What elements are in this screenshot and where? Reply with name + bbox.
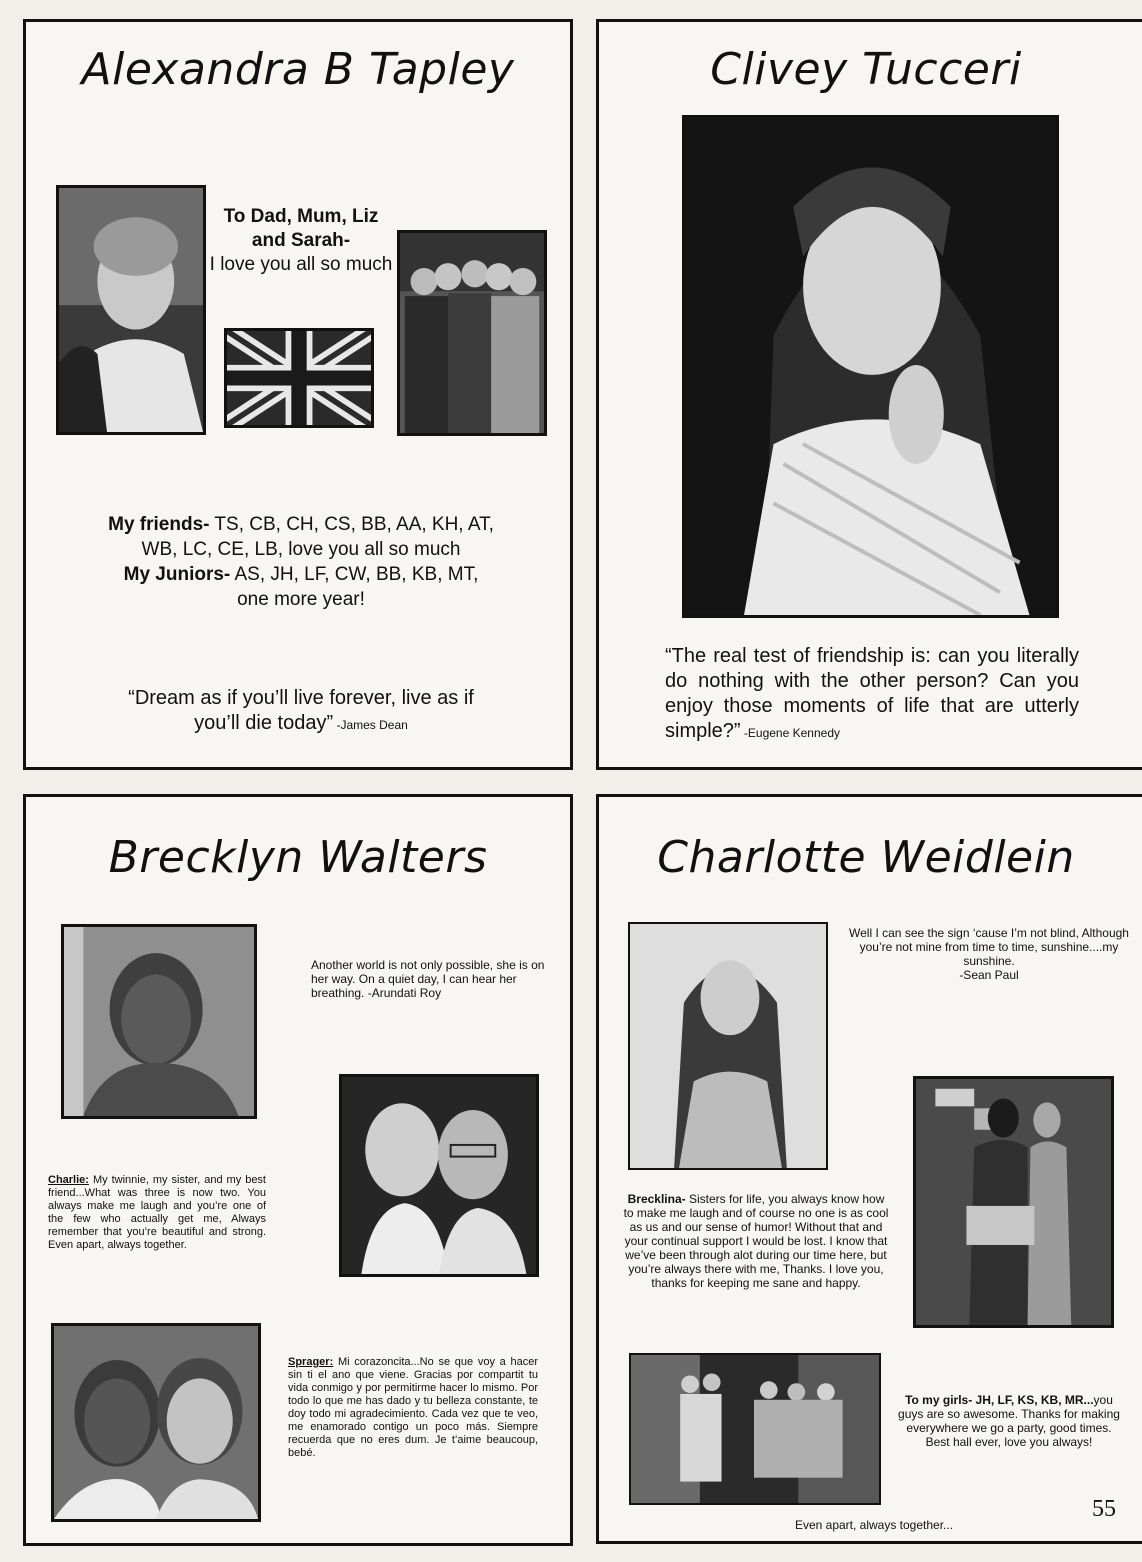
senior-quote [106, 686, 496, 738]
note-charlie [48, 1174, 266, 1252]
note-sprager [288, 1356, 538, 1460]
portrait-photo [682, 115, 1059, 618]
family-heading: To Dad, Mum, Liz and Sarah- [223, 206, 379, 251]
shoutouts [106, 512, 496, 612]
student-name: Brecklyn Walters [108, 832, 488, 883]
note-girls-label: To my girls- JH, LF, KS, KB, MR... [905, 1393, 1094, 1407]
student-name: Alexandra B Tapley [81, 44, 515, 95]
group-photo [629, 1353, 881, 1505]
profile-panel-clivey [596, 19, 1142, 770]
family-dedication [206, 205, 396, 277]
lyric-text: Well I can see the sign ‘cause I’m not blind, Although you’re not mine from time to time, sunshine....my sunshine. [849, 926, 1129, 968]
quote-author: -Eugene Kennedy [740, 726, 840, 740]
friends-photo [339, 1074, 539, 1277]
note-brecklina [621, 1192, 891, 1290]
juniors-text: AS, JH, LF, CW, BB, KB, MT, one more year! [230, 564, 479, 610]
profile-panel-brecklyn [23, 794, 573, 1546]
photo-caption: Even apart, always together... [794, 1518, 954, 1532]
note-girls-text: you guys are so awesome. Thanks for making everywhere we go a party, good times. Best hall ever, love you always! [898, 1393, 1120, 1449]
friends-photo-2 [51, 1323, 261, 1522]
profile-panel-alexandra [23, 19, 573, 770]
note-charlie-text: My twinnie, my sister, and my best friend...What was three is now two. You always make me laugh and you’re one of the few who actually get me, Always remember that you’re beautiful and strong. Even apart, always together. [48, 1174, 266, 1251]
friends-group-photo [397, 230, 547, 436]
senior-quote: Another world is not only possible, she is on her way. On a quiet day, I can hear her breathing. -Arundati Roy [311, 958, 545, 1000]
friends-text: TS, CB, CH, CS, BB, AA, KH, AT, WB, LC, CE, LB, love you all so much [141, 514, 494, 560]
song-lyric [849, 926, 1129, 982]
note-brecklina-label: Brecklina- [627, 1192, 686, 1206]
lyric-author: -Sean Paul [959, 968, 1019, 982]
portrait-photo [56, 185, 206, 435]
quote-text: “Dream as if you’ll live forever, live as if you’ll die today” [128, 687, 474, 734]
quote-author: -James Dean [333, 718, 408, 732]
student-name: Clivey Tucceri [710, 44, 1022, 95]
juniors-label: My Juniors- [123, 564, 231, 585]
note-girls-block [894, 1393, 1124, 1449]
note-charlie-label: Charlie: [48, 1174, 89, 1186]
friends-label: My friends- [108, 514, 210, 535]
portrait-photo [61, 924, 257, 1119]
union-jack-flag [224, 328, 374, 428]
family-message: I love you all so much [209, 254, 393, 275]
student-name: Charlotte Weidlein [657, 832, 1075, 883]
portrait-photo [628, 922, 828, 1170]
senior-quote [665, 644, 1079, 746]
profile-panel-charlotte [596, 794, 1142, 1544]
quote-text: “The real test of friendship is: can you literally do nothing with the other person? Can you enjoy those moments of life that are utterly simple?” [665, 645, 1079, 742]
note-sprager-label: Sprager: [288, 1356, 334, 1368]
note-brecklina-text: Sisters for life, you always know how to make me laugh and of course no one is as cool as us and our sense of humor! Without that and your continual support I would be lost. I know that we’ve been through alot during our time here, but you’re always there with me, Thanks. I love you, thanks for keeping me sane and happy. [623, 1192, 889, 1290]
note-sprager-text: Mi corazoncita...No se que voy a hacer sin ti el ano que viene. Gracias por compartit tu vida conmigo y por permitirme hacer lo mismo. Por todo lo que me has dado y tu belleza constante, te doy todo mi agradecimiento. Cada vez que te veo, me enamorado contigo un poco más. Siempre recuerda que no eres dum. Je t’aime beaucoup, bebé. [288, 1356, 538, 1459]
friends-photo [913, 1076, 1114, 1328]
page-number: 55 [1092, 1496, 1116, 1522]
